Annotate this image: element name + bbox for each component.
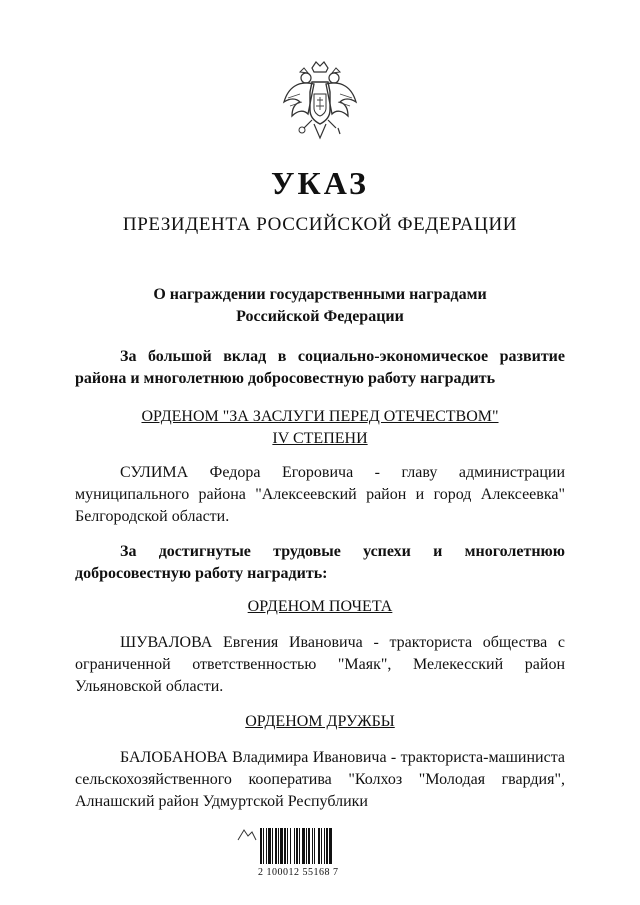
- award-order-of-friendship: ОРДЕНОМ ДРУЖБЫ: [245, 713, 395, 730]
- barcode-icon: [258, 828, 378, 864]
- barcode-mark-icon: [236, 826, 258, 842]
- award-order-merit-fatherland-line-1: ОРДЕНОМ "ЗА ЗАСЛУГИ ПЕРЕД ОТЕЧЕСТВОМ": [141, 408, 499, 425]
- decree-heading: [0, 284, 640, 328]
- recipient-balobanov: БАЛОБАНОВА Владимира Ивановича - тракториста-машиниста сельскохозяйственного кооператива "Колхоз "Молодая гвардия", Алнашский район Удмуртской Республики: [75, 749, 565, 810]
- decree-heading-line-1: О награждении государственными наградами: [153, 286, 487, 303]
- decree-subtitle: ПРЕЗИДЕНТА РОССИЙСКОЙ ФЕДЕРАЦИИ: [122, 214, 518, 235]
- barcode-number: 2 100012 55168 7: [258, 867, 339, 878]
- coat-of-arms-icon: [278, 58, 362, 146]
- paragraph-labor-achievements: За достигнутые трудовые успехи и многолетнюю добросовестную работу наградить:: [75, 543, 565, 582]
- recipient-shuvalov: ШУВАЛОВА Евгения Ивановича - тракториста общества с ограниченной ответственностью "Маяк", Мелекесский район Ульяновской области.: [75, 634, 565, 695]
- paragraph-large-contribution: За большой вклад в социально-экономическое развитие района и многолетнюю добросовестную работу наградить: [75, 348, 565, 387]
- award-order-of-honor: ОРДЕНОМ ПОЧЕТА: [247, 598, 393, 615]
- award-order-merit-fatherland: [0, 406, 640, 450]
- recipient-sulima: СУЛИМА Федора Егоровича - главу администрации муниципального района "Алексеевский район и город Алексеевка" Белгородской области.: [75, 464, 565, 525]
- decree-heading-line-2: Российской Федерации: [236, 308, 404, 325]
- award-order-merit-fatherland-line-2: IV СТЕПЕНИ: [272, 430, 368, 447]
- decree-title: УКАЗ: [271, 165, 369, 201]
- barcode: [258, 828, 378, 888]
